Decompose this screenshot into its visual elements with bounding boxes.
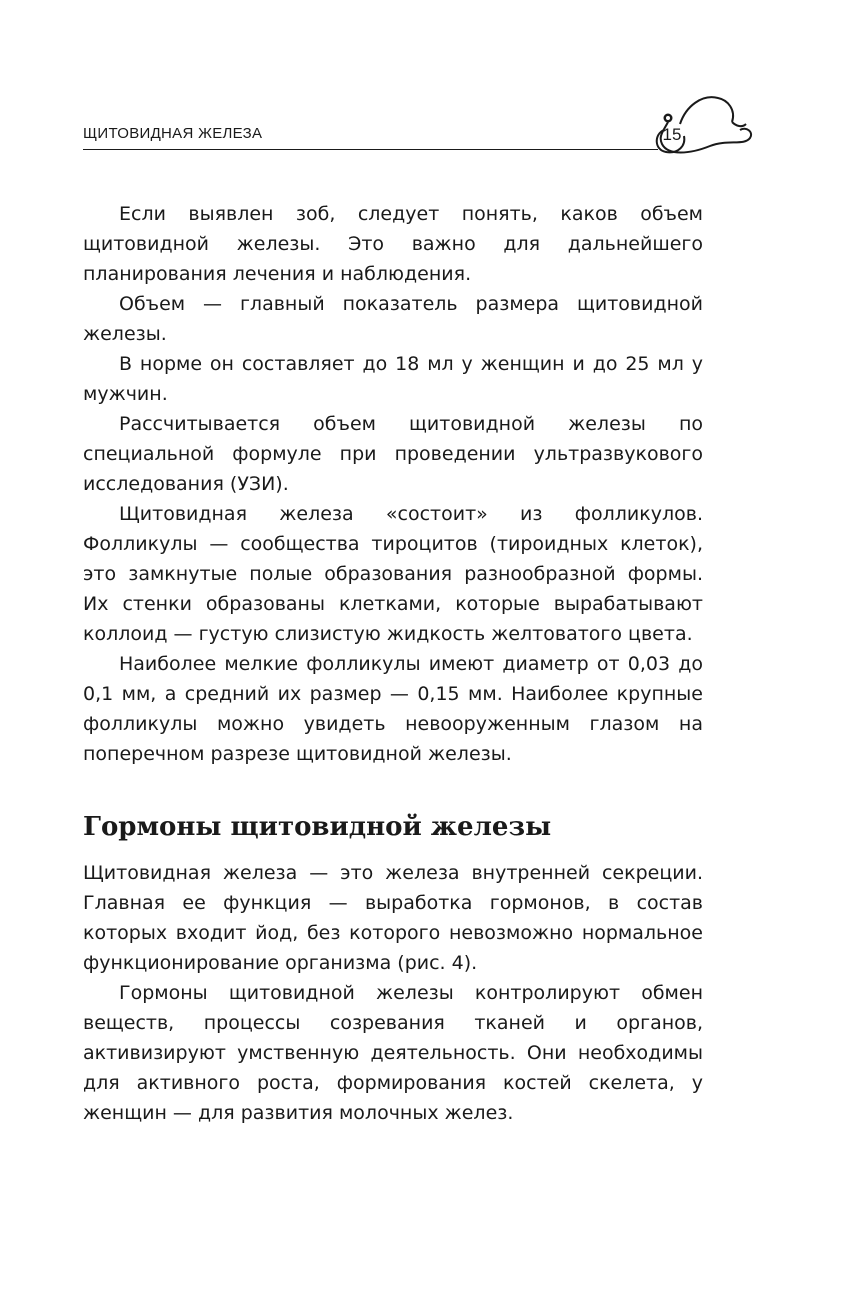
intro-text	[83, 199, 703, 769]
stethoscope-icon	[640, 84, 760, 164]
paragraph: Рассчитывается объем щитовидной железы по специальной формуле при проведении ультразвукового исследования (УЗИ).	[83, 413, 703, 495]
paragraph: Гормоны щитовидной железы контролируют обмен веществ, процессы созревания тканей и органов, активизируют умственную деятельность. Они необходимы для активного роста, формирования костей скелета, у женщин — для развития молочных желез.	[83, 982, 703, 1124]
paragraph: Щитовидная железа «состоит» из фолликулов. Фолликулы — сообщества тироцитов (тироидных клеток), это замкнутые полые образования разнообразной формы. Их стенки образованы клетками, которые вырабатывают коллоид — густую слизистую жидкость желтоватого цвета.	[83, 503, 703, 645]
paragraph: Щитовидная железа — это железа внутренней секреции. Главная ее функция — выработка гормонов, в состав которых входит йод, без которого невозможно нормальное функционирование организма (рис. 4).	[83, 862, 703, 974]
section-heading: Гормоны щитовидной железы	[83, 812, 552, 842]
paragraph: Если выявлен зоб, следует понять, каков объем щитовидной железы. Это важно для дальнейшего планирования лечения и наблюдения.	[83, 203, 703, 285]
paragraph: Наиболее мелкие фолликулы имеют диаметр от 0,03 до 0,1 мм, а средний их размер — 0,15 мм. Наиболее крупные фолликулы можно увидеть невооруженным глазом на поперечном разрезе щитовидной железы.	[83, 653, 703, 765]
paragraph: В норме он составляет до 18 мл у женщин и до 25 мл у мужчин.	[83, 353, 703, 405]
page-number: 15	[662, 125, 682, 144]
paragraph: Объем — главный показатель размера щитовидной железы.	[83, 293, 703, 345]
running-title: ЩИТОВИДНАЯ ЖЕЛЕЗА	[83, 125, 263, 142]
header-rule	[83, 149, 658, 150]
section-text	[83, 858, 703, 1128]
